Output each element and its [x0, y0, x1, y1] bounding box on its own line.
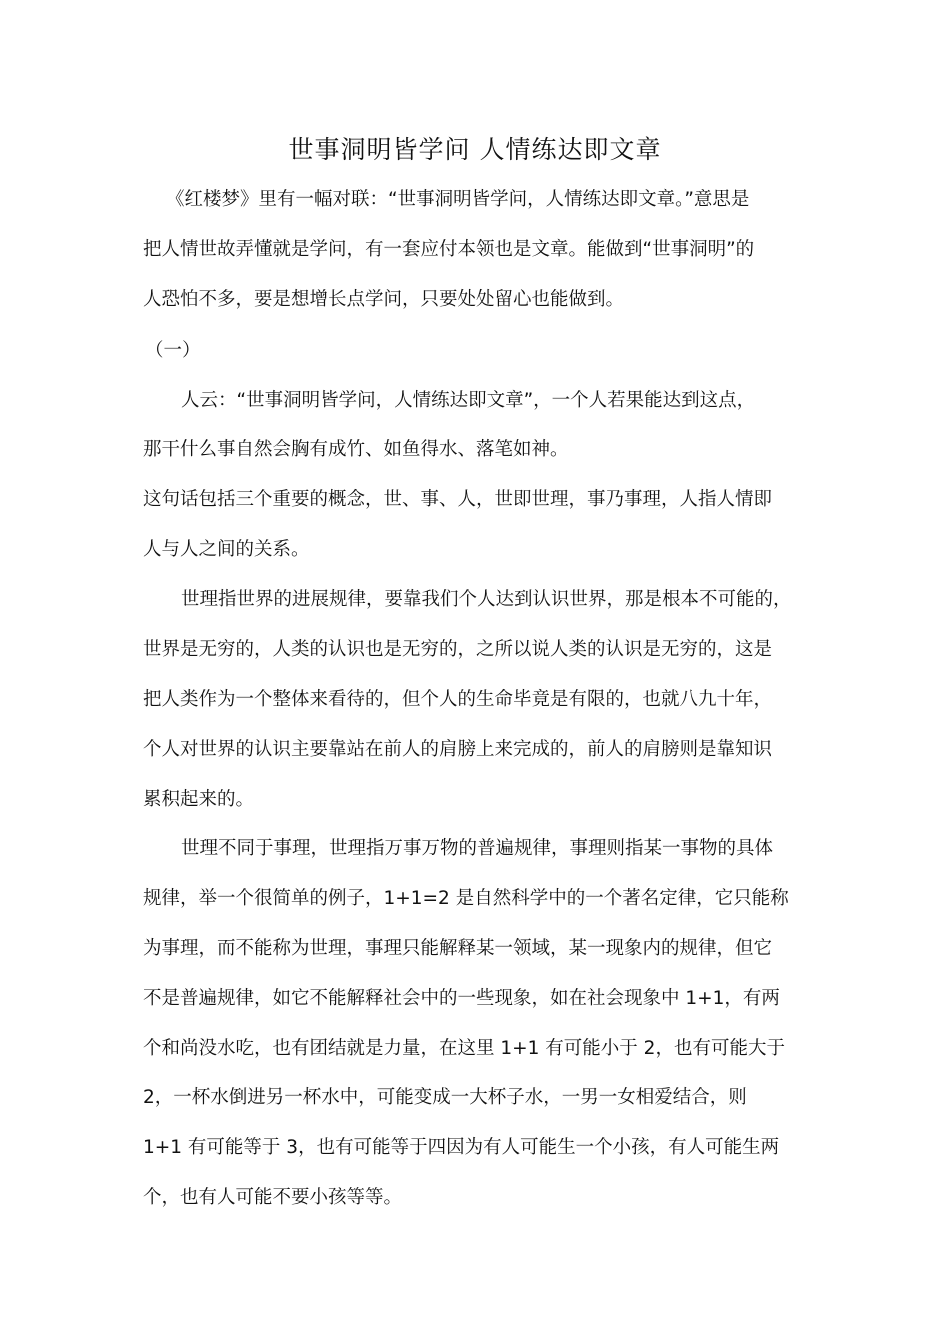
paragraph-line: 人恐怕不多，要是想增长点学问，只要处处留心也能做到。: [143, 289, 625, 310]
paragraph-line: 那干什么事自然会胸有成竹、如鱼得水、落笔如神。: [143, 439, 569, 460]
paragraph-line: 人与人之间的关系。: [143, 539, 310, 560]
section-heading: （一）: [145, 340, 201, 361]
paragraph-line: 人云：“世事洞明皆学问，人情练达即文章”，一个人若果能达到这点，: [181, 390, 756, 411]
paragraph-line: 把人情世故弄懂就是学问，有一套应付本领也是文章。能做到“世事洞明”的: [143, 239, 755, 260]
paragraph-line: 个和尚没水吃，也有团结就是力量，在这里 1+1 有可能小于 2，也有可能大于: [143, 1038, 785, 1059]
paragraph-line: 把人类作为一个整体来看待的，但个人的生命毕竟是有限的，也就八九十年，: [143, 689, 773, 710]
paragraph-line: 1+1 有可能等于 3，也有可能等于四因为有人可能生一个小孩，有人可能生两: [143, 1137, 780, 1158]
paragraph-line: 《红楼梦》里有一幅对联：“世事洞明皆学问，人情练达即文章。”意思是: [166, 189, 750, 210]
paragraph-line: 2，一杯水倒进另一杯水中，可能变成一大杯子水，一男一女相爱结合，则: [143, 1087, 747, 1108]
paragraph-line: 个人对世界的认识主要靠站在前人的肩膀上来完成的，前人的肩膀则是靠知识: [143, 739, 773, 760]
paragraph-line: 规律，举一个很简单的例子，1+1=2 是自然科学中的一个著名定律，它只能称: [143, 888, 789, 909]
paragraph-line: 这句话包括三个重要的概念，世、事、人，世即世理，事乃事理，人指人情即: [143, 489, 773, 510]
document-title: 世事洞明皆学问 人情练达即文章: [288, 135, 662, 164]
paragraph-line: 世界是无穷的，人类的认识也是无穷的，之所以说人类的认识是无穷的，这是: [143, 639, 773, 660]
paragraph-line: 为事理，而不能称为世理，事理只能解释某一领域，某一现象内的规律，但它: [143, 938, 773, 959]
paragraph-line: 不是普遍规律，如它不能解释社会中的一些现象，如在社会现象中 1+1，有两: [143, 988, 780, 1009]
paragraph-line: 个，也有人可能不要小孩等等。: [143, 1187, 403, 1208]
paragraph-line: 世理指世界的进展规律，要靠我们个人达到认识世界，那是根本不可能的，: [181, 589, 792, 610]
paragraph-line: 累积起来的。: [143, 789, 255, 810]
paragraph-line: 世理不同于事理，世理指万事万物的普遍规律，事理则指某一事物的具体: [181, 838, 774, 859]
